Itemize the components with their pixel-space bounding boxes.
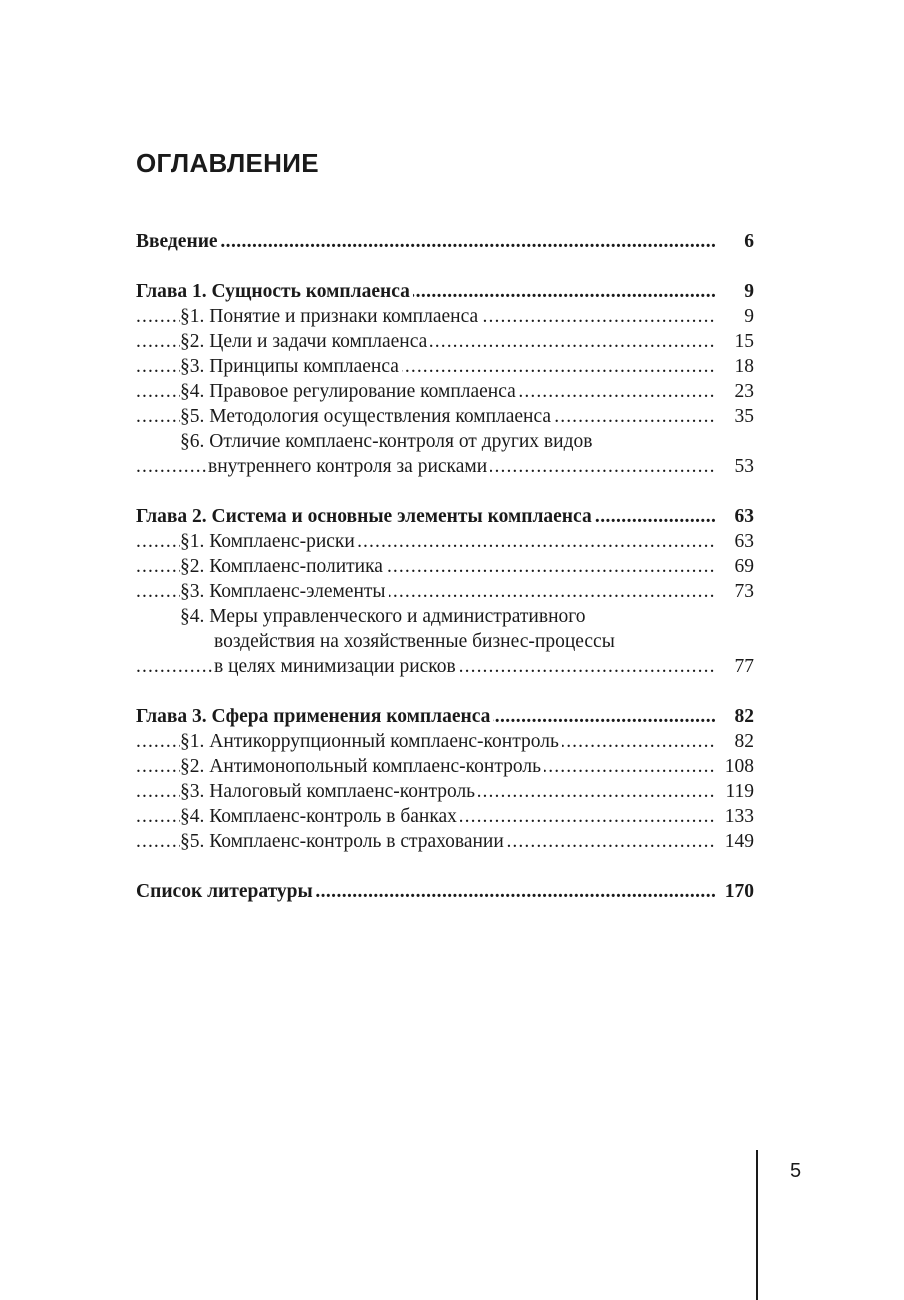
toc-entry-label: Введение <box>136 231 221 252</box>
toc-entry-label: §4. Правовое регулирование комплаенса <box>180 381 519 402</box>
toc-entry-page: 149 <box>716 829 754 854</box>
toc-entry-page: 6 <box>716 229 754 254</box>
toc-entry-ch2-s3[interactable] <box>136 579 754 604</box>
toc-entry-page: 133 <box>716 804 754 829</box>
toc-entry-page: 63 <box>716 504 754 529</box>
toc-entry-label: Глава 2. Система и основные элементы комплаенса <box>136 506 595 527</box>
toc-entry-page: 35 <box>716 404 754 429</box>
toc-entry-label: §4. Меры управленческого и административного <box>180 606 589 627</box>
toc-entry-label: §2. Комплаенс-политика <box>180 556 386 577</box>
toc-entry-ch1-s5[interactable] <box>136 404 754 429</box>
toc-entry-label: §2. Антимонопольный комплаенс-контроль <box>180 756 544 777</box>
toc-entry-label: §1. Комплаенс-риски <box>180 531 358 552</box>
toc-entry-ch2-s2[interactable] <box>136 554 754 579</box>
toc-entry-label: Список литературы <box>136 881 316 902</box>
toc-entry-label: §4. Комплаенс-контроль в банках <box>180 806 460 827</box>
toc-entry-label: §5. Методология осуществления комплаенса <box>180 406 554 427</box>
toc-entry-chapter-1[interactable] <box>136 279 754 304</box>
toc-entry-page: 73 <box>716 579 754 604</box>
toc-entry-label: §3. Налоговый комплаенс-контроль <box>180 781 478 802</box>
page-title: ОГЛАВЛЕНИЕ <box>136 148 319 178</box>
toc-entry-ch3-s1[interactable] <box>136 729 754 754</box>
toc-entry-label: §1. Антикоррупционный комплаенс-контроль <box>180 731 562 752</box>
toc-entry-ch1-s4[interactable] <box>136 379 754 404</box>
toc-entry-ch2-s4-cont2[interactable] <box>136 654 754 679</box>
toc-entry-ch1-s6-cont[interactable] <box>136 454 754 479</box>
toc-entry-page: 119 <box>716 779 754 804</box>
toc-entry-page: 170 <box>716 879 754 904</box>
toc-entry-ch2-s1[interactable] <box>136 529 754 554</box>
toc-entry-label: §5. Комплаенс-контроль в страховании <box>180 831 507 852</box>
toc-entry-bibliography[interactable] <box>136 879 754 904</box>
toc-entry-label: внутреннего контроля за рисками <box>208 456 490 477</box>
toc-entry-ch3-s4[interactable] <box>136 804 754 829</box>
toc-chapter-1-block <box>136 279 754 479</box>
toc-entry-page: 69 <box>716 554 754 579</box>
toc-entry-page: 9 <box>716 279 754 304</box>
toc-entry-page: 15 <box>716 329 754 354</box>
toc-chapter-3-block <box>136 704 754 854</box>
toc-entry-page: 63 <box>716 529 754 554</box>
toc-entry-label: Глава 3. Сфера применения комплаенса <box>136 706 493 727</box>
toc-entry-label: §3. Комплаенс-элементы <box>180 581 389 602</box>
toc-entry-page: 108 <box>716 754 754 779</box>
toc-entry-label: в целях минимизации рисков <box>214 656 459 677</box>
toc-entry-label: §6. Отличие комплаенс-контроля от других видов <box>180 431 595 452</box>
toc-entry-ch2-s4[interactable] <box>136 604 754 629</box>
table-of-contents <box>136 229 754 929</box>
toc-entry-ch1-s1[interactable] <box>136 304 754 329</box>
toc-entry-ch1-s3[interactable] <box>136 354 754 379</box>
toc-chapter-2-block <box>136 504 754 679</box>
toc-entry-ch1-s6[interactable] <box>136 429 754 454</box>
toc-entry-ch3-s5[interactable] <box>136 829 754 854</box>
toc-entry-ch3-s2[interactable] <box>136 754 754 779</box>
toc-entry-ch1-s2[interactable] <box>136 329 754 354</box>
page-number: 5 <box>790 1160 802 1182</box>
toc-intro-block <box>136 229 754 254</box>
toc-entry-page: 18 <box>716 354 754 379</box>
toc-entry-page: 53 <box>716 454 754 479</box>
toc-entry-label: воздействия на хозяйственные бизнес-процессы <box>214 631 618 652</box>
toc-entry-page: 23 <box>716 379 754 404</box>
toc-bibliography-block <box>136 879 754 904</box>
toc-entry-chapter-3[interactable] <box>136 704 754 729</box>
toc-entry-page: 77 <box>716 654 754 679</box>
toc-entry-ch3-s3[interactable] <box>136 779 754 804</box>
toc-entry-label: §2. Цели и задачи комплаенса <box>180 331 430 352</box>
toc-entry-ch2-s4-cont[interactable] <box>136 629 754 654</box>
toc-entry-chapter-2[interactable] <box>136 504 754 529</box>
toc-entry-page: 82 <box>716 729 754 754</box>
toc-entry-label: §3. Принципы комплаенса <box>180 356 402 377</box>
margin-rule <box>756 1150 758 1300</box>
toc-entry-page: 9 <box>716 304 754 329</box>
toc-entry-label: §1. Понятие и признаки комплаенса <box>180 306 481 327</box>
toc-entry-page: 82 <box>716 704 754 729</box>
toc-entry-intro[interactable] <box>136 229 754 254</box>
toc-entry-label: Глава 1. Сущность комплаенса <box>136 281 413 302</box>
